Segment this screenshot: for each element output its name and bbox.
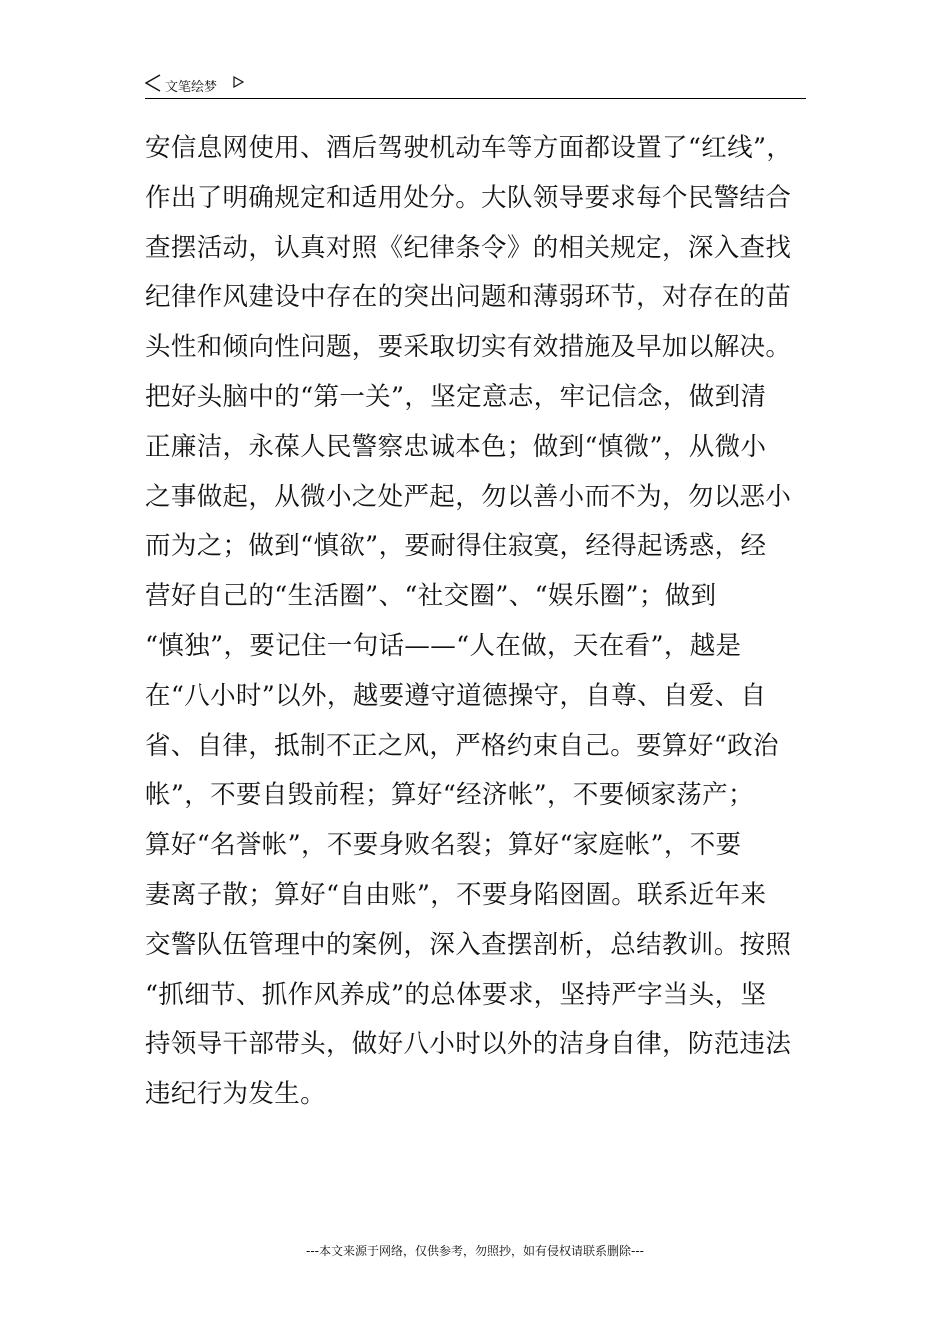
body-line: 帐”，不要自毁前程；算好“经济帐”，不要倾家荡产； [145,780,754,811]
body-line: 持领导干部带头，做好八小时以外的洁身自律，防范违法 [145,1029,792,1060]
triangle-left-icon [145,74,161,92]
body-line: 之事做起，从微小之处严起，勿以善小而不为，勿以恶小 [145,481,792,512]
body-line: “抓细节、抓作风养成”的总体要求，坚持严字当头，坚 [145,979,767,1010]
body-line: 查摆活动，认真对照《纪律条令》的相关规定，深入查找 [145,232,792,263]
body-line: 在“八小时”以外，越要遵守道德操守，自尊、自爱、自 [145,680,767,711]
body-line: 正廉洁，永葆人民警察忠诚本色；做到“慎微”，从微小 [145,431,767,462]
body-line: 把好头脑中的“第一关”，坚定意志，牢记信念，做到清 [145,381,767,412]
footer-disclaimer: ---本文来源于网络，仅供参考，勿照抄，如有侵权请联系删除--- [306,1244,644,1258]
document-body [145,124,810,1120]
body-line: 违纪行为发生。 [145,1079,326,1110]
body-line: 而为之；做到“慎欲”，要耐得住寂寞，经得起诱惑，经 [145,531,767,562]
body-line: 安信息网使用、酒后驾驶机动车等方面都设置了“红线”， [145,133,793,163]
body-line: 算好“名誉帐”，不要身败名裂；算好“家庭帐”，不要 [145,830,742,861]
page-header [145,72,806,99]
body-line: 省、自律，抵制不正之风，严格约束自己。要算好“政治 [145,730,779,761]
triangle-right-icon [233,76,244,88]
body-line: 妻离子散；算好“自由账”，不要身陷囹圄。联系近年来 [145,879,767,910]
body-line: 纪律作风建设中存在的突出问题和薄弱环节，对存在的苗 [145,282,792,313]
body-line: “慎独”，要记住一句话——“人在做，天在看”，越是 [145,630,742,661]
body-line: 作出了明确规定和适用处分。大队领导要求每个民警结合 [145,182,792,213]
body-line: 头性和倾向性问题，要采取切实有效措施及早加以解决。 [145,332,792,363]
body-line: 交警队伍管理中的案例，深入查摆剖析，总结教训。按照 [145,929,792,960]
body-line: 营好自己的“生活圈”、“社交圈”、“娱乐圈”；做到 [145,581,717,612]
header-brand: 文笔绘梦 [165,80,218,95]
